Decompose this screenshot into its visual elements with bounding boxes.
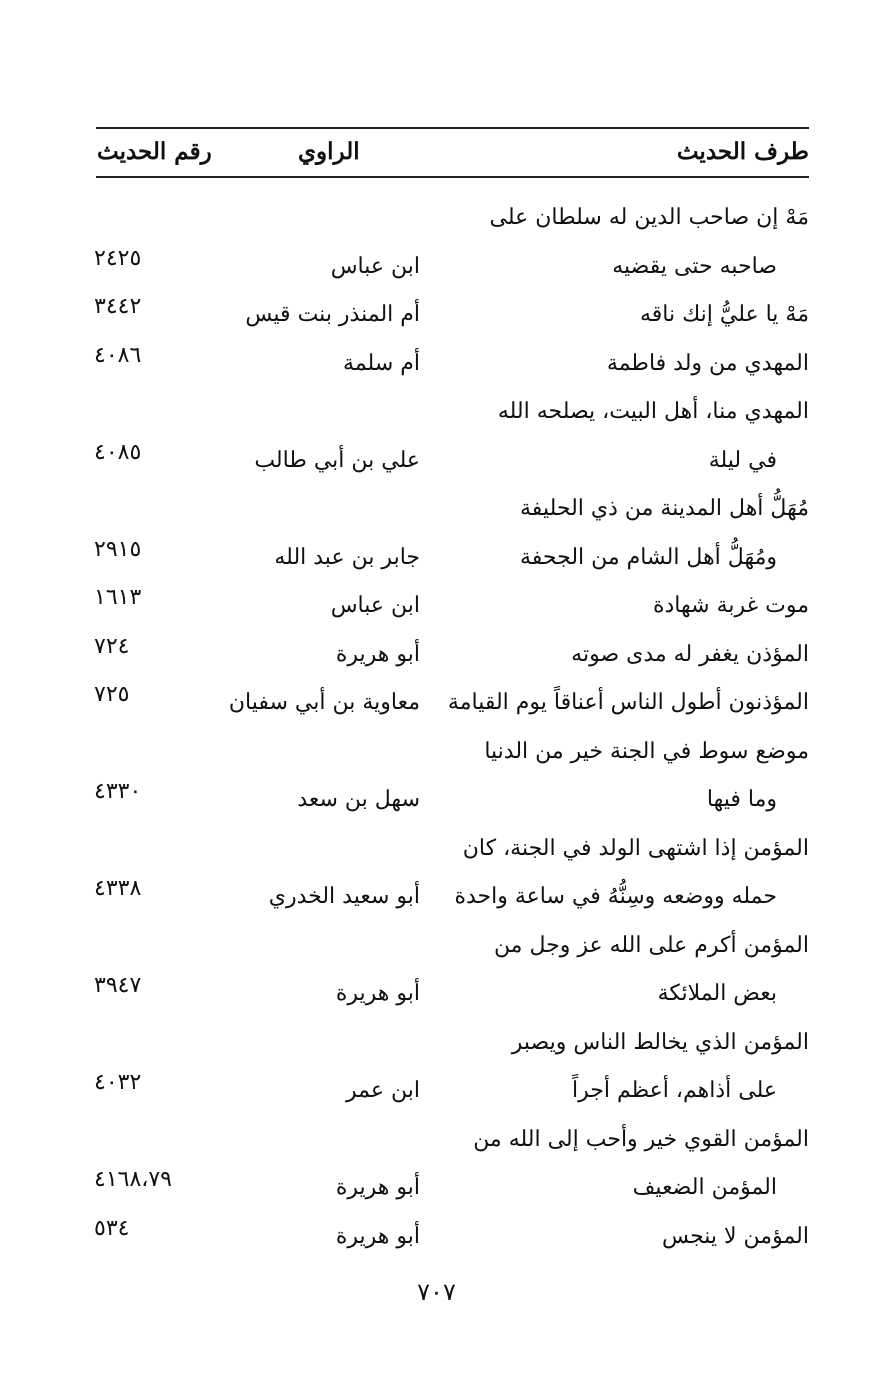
header-bottom-rule — [96, 176, 809, 178]
hadith-text-continuation: صاحبه حتى يقضيه — [612, 253, 777, 279]
hadith-number: ٣٤٤٢ — [94, 294, 142, 319]
narrator: جابر بن عبد الله — [274, 544, 420, 570]
hadith-number: ٤١٦٨،٧٩ — [94, 1167, 172, 1192]
hadith-text-continuation: وما فيها — [706, 787, 777, 812]
narrator: ابن عمر — [346, 1078, 420, 1103]
hadith-text: المؤمن القوي خير وأحب إلى الله من — [473, 1126, 809, 1152]
hadith-text: المؤذنون أطول الناس أعناقاً يوم القيامة — [447, 690, 809, 715]
hadith-number: ١٦١٣ — [94, 585, 142, 610]
hadith-text-continuation: على أذاهم، أعظم أجراً — [572, 1078, 777, 1103]
header-hadith-text: طرف الحديث — [676, 138, 809, 165]
hadith-number: ٤٠٨٦ — [94, 342, 142, 368]
hadith-text-continuation: ومُهَلُّ أهل الشام من الجحفة — [520, 544, 777, 570]
header-top-rule — [96, 127, 809, 129]
hadith-text: المهدي من ولد فاطمة — [606, 350, 809, 376]
hadith-text: مُهَلُّ أهل المدينة من ذي الحليفة — [520, 496, 809, 521]
narrator: علي بن أبي طالب — [254, 447, 420, 473]
narrator: ابن عباس — [330, 593, 420, 618]
hadith-text: المهدي منا، أهل البيت، يصلحه الله — [497, 399, 809, 424]
hadith-number: ٥٣٤ — [94, 1215, 130, 1241]
hadith-text-continuation: بعض الملائكة — [657, 981, 777, 1006]
hadith-text: المؤمن لا ينجس — [662, 1223, 809, 1249]
header-narrator: الراوي — [298, 138, 360, 165]
narrator: أبو هريرة — [335, 1223, 420, 1249]
hadith-text-continuation: المؤمن الضعيف — [632, 1175, 777, 1200]
hadith-text: موت غربة شهادة — [652, 593, 809, 618]
hadith-text: المؤمن أكرم على الله عز وجل من — [493, 932, 809, 958]
hadith-number: ٢٩١٥ — [94, 536, 142, 562]
header-hadith-number: رقم الحديث — [97, 138, 212, 165]
hadith-number: ٧٢٥ — [94, 682, 130, 707]
hadith-number: ٤٣٣٨ — [94, 876, 142, 901]
hadith-number: ٤٠٨٥ — [94, 439, 142, 465]
narrator: أم المنذر بنت قيس — [245, 302, 420, 327]
page-number: ٧٠٧ — [417, 1278, 456, 1306]
narrator: سهل بن سعد — [297, 787, 420, 812]
hadith-number: ٣٩٤٧ — [94, 973, 142, 998]
hadith-text: المؤمن إذا اشتهى الولد في الجنة، كان — [462, 835, 809, 861]
narrator: أبو هريرة — [335, 981, 420, 1006]
hadith-number: ٤٠٣٢ — [94, 1070, 142, 1095]
narrator: أبو هريرة — [335, 641, 420, 667]
hadith-text: المؤمن الذي يخالط الناس ويصبر — [511, 1029, 809, 1055]
hadith-number: ٧٢٤ — [94, 633, 130, 659]
narrator: أبو هريرة — [335, 1175, 420, 1200]
hadith-number: ٤٣٣٠ — [94, 779, 142, 804]
narrator: أم سلمة — [343, 350, 420, 376]
hadith-text: موضع سوط في الجنة خير من الدنيا — [484, 738, 809, 764]
hadith-text: مَهْ إن صاحب الدين له سلطان على — [489, 205, 809, 230]
narrator: ابن عباس — [330, 253, 420, 279]
narrator: معاوية بن أبي سفيان — [228, 690, 420, 715]
hadith-text-continuation: حمله ووضعه وسِنُّهُ في ساعة واحدة — [454, 884, 777, 909]
narrator: أبو سعيد الخدري — [268, 884, 420, 909]
hadith-number: ٢٤٢٥ — [94, 245, 142, 271]
hadith-text: المؤذن يغفر له مدى صوته — [571, 641, 809, 667]
hadith-text: مَهْ يا عليُّ إنك ناقه — [639, 302, 809, 327]
hadith-text-continuation: في ليلة — [708, 447, 777, 473]
